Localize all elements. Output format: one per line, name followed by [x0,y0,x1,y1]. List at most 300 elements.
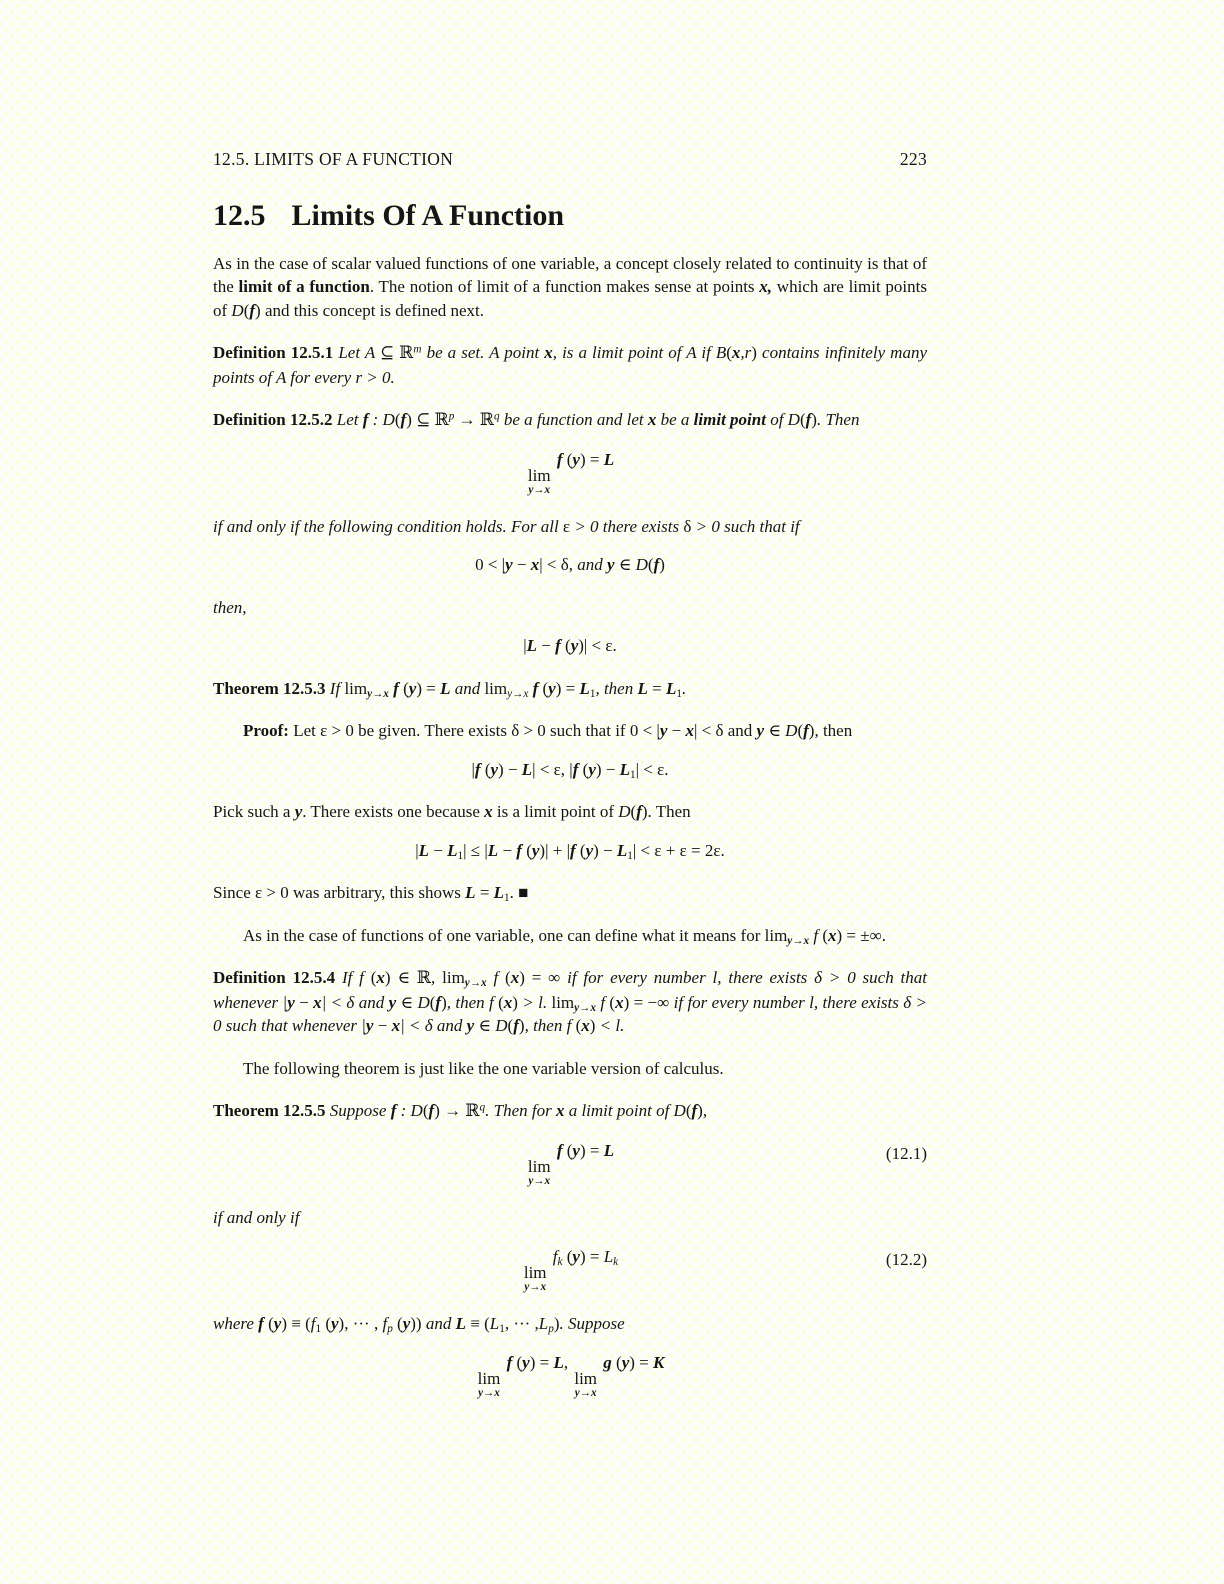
text-run: L [637,678,648,698]
text-run: ( [505,968,511,988]
section-title-text: Limits Of A Function [291,198,565,232]
text-run: < l. [595,1016,625,1036]
text-run: and [450,678,485,698]
text-run: K [653,1352,665,1372]
text-run: ε [562,516,571,536]
lim-word: lim [477,1368,501,1388]
text-run: ℝ [434,410,449,430]
text-run: lim [551,992,575,1012]
text-run: y→x [574,1002,596,1014]
text-run: ) [751,343,757,362]
text-run: ( [578,759,589,779]
text-run: Definition 12.5.2 [213,410,333,429]
text-run: ( [609,992,616,1012]
delta-condition-formula [213,553,927,577]
text-run: ) [406,410,412,429]
text-run: f [636,802,642,822]
text-run: . [681,678,687,698]
text-run: x [484,802,493,822]
text-run: ) − [593,840,617,860]
text-run: contains infinitely many points of A for every r > 0. [213,343,927,387]
text-run: | [523,636,527,656]
text-run: = [647,678,666,698]
text-run: be a function and let [499,410,648,429]
iff-paragraph [213,1206,927,1230]
text-run: Proof: [243,721,289,741]
text-run: ) [255,300,261,320]
since-epsilon-paragraph [213,881,927,905]
text-run: y [572,1246,580,1266]
text-run: f [390,1101,397,1121]
theorem-12-5-5 [213,1099,927,1124]
text-run: q [479,1101,486,1114]
text-run: limit point [693,410,766,429]
text-run: ∈ D [396,992,430,1012]
text-run: f [552,1246,558,1266]
lim-subscript: y→x [528,483,551,496]
document-body [213,252,927,1399]
text-run: f [516,840,522,860]
text-run: . There exists one because [302,802,485,822]
pick-y-paragraph [213,800,927,824]
text-run: − [512,555,531,575]
text-run: be a [656,410,694,429]
text-run: ( [562,1246,573,1266]
text-run: ) [518,1016,525,1036]
text-run: − [537,636,556,656]
text-run: L [521,759,533,779]
lim-word: lim [523,1262,547,1282]
text-run: ≡ ( [286,1314,311,1334]
text-run: 1 [457,850,464,862]
text-run: L [665,678,677,698]
text-run: lim [764,925,788,945]
text-run: x [615,992,624,1012]
definition-12-5-4 [213,966,927,1038]
text-run: L [579,678,590,698]
text-run: | < ε. [635,759,669,779]
text-run: y [756,721,765,741]
text-run: ) [553,1314,560,1334]
text-run: As in the case of functions of one variable, one can define what it means for [243,925,765,945]
text-run: f [653,555,660,575]
text-run: ( [575,1016,582,1036]
text-run: f [249,300,256,320]
lim-word: lim [527,465,551,485]
text-run: y [294,802,303,822]
epsilon-bound-formula [213,634,927,658]
text-run: x [544,343,553,362]
theorem-12-5-3 [213,677,927,701]
text-run: f [805,410,812,429]
text-run: | < δ and [400,1016,467,1036]
text-run: Pick such a [213,802,295,822]
text-run: )) [410,1314,422,1334]
text-run: and [577,555,607,575]
text-run: ( [521,840,532,860]
text-run: ( [818,925,829,945]
text-run: y [588,759,596,779]
text-run: x [376,968,385,988]
text-run: y [570,636,579,656]
text-run: ( [630,802,637,822]
text-run: ( [507,1016,514,1036]
text-run: ( [575,840,586,860]
text-run: ∈ [390,968,417,988]
text-run: If f [341,968,371,988]
text-run: then, [213,597,247,617]
text-run: ) − [595,759,620,779]
text-run: g [603,1352,612,1372]
text-run: if and only if [213,1208,300,1228]
text-run: is a limit point of [492,802,619,822]
text-run: y [402,1314,411,1334]
text-run: ,r [740,343,752,362]
text-run: ( [498,992,504,1012]
text-run: y [331,1314,339,1334]
iff-condition-paragraph [213,515,927,539]
text-run: 1 [499,1323,505,1336]
text-run: y [572,449,580,469]
text-run: f [486,968,506,988]
text-run: y [287,992,295,1012]
text-run: L [526,636,537,656]
text-run: Definition 12.5.1 [213,343,334,362]
text-run: f [506,1352,513,1372]
text-run: D [635,555,648,575]
lim-subscript: y→x [574,1386,597,1399]
section-title [213,199,927,233]
one-variable-version-paragraph [213,1057,927,1081]
text-run: f [382,1314,388,1334]
text-run: ( [799,410,806,429]
limit-operator [478,1370,501,1399]
text-run: ( [429,992,436,1012]
text-run: y→x [507,688,529,700]
running-head: 12.5. LIMITS OF A FUNCTION [213,149,454,169]
text-run: ( [611,1352,622,1372]
text-run: of D [765,410,800,429]
text-run: f [556,1140,563,1160]
text-run: x [503,992,513,1012]
text-run: | < ε + ε = 2ε. [632,840,725,860]
text-run: | < δ and [693,721,757,741]
text-run: ( [243,300,250,320]
text-run: As in the case of scalar valued functions of one variable, a concept closely related to continuity is that of the [213,253,927,296]
page-header [213,148,927,172]
text-run: , is a limit point of A if B [552,343,727,362]
text-run: ( [726,343,732,362]
text-run: ), then [808,721,853,741]
text-run: − [429,840,448,860]
text-run: ) [338,1314,345,1334]
text-run: ) = −∞ [623,992,674,1012]
text-run: x, [759,277,773,296]
text-run: ( [394,410,401,429]
text-run: ) = [555,678,580,698]
limit-operator [524,1264,547,1293]
text-run: 1 [589,688,596,700]
text-run: ) [281,1314,287,1334]
text-run: f [400,410,407,429]
text-run: ∈ D [474,1016,508,1036]
text-run: m [413,343,422,356]
text-run: ) [811,410,817,429]
text-run: ( [797,721,804,741]
text-run: y [522,1352,530,1372]
text-run: ) = ±∞. [836,925,886,945]
text-run: L [619,759,630,779]
text-run: 1 [627,850,633,862]
lim-subscript: y→x [524,1280,547,1293]
then-paragraph [213,596,927,620]
text-run: if for every number l, there exists δ > 0 such that whenever | [213,968,928,1012]
text-run: f [569,840,576,860]
text-run: Theorem 12.5.5 [213,1101,326,1121]
equation-12-2 [213,1245,927,1293]
text-run: L [455,1314,466,1334]
text-run: if for every number l, there exists δ > 0 such that whenever | [213,992,927,1036]
text-run: Let A ⊆ [338,343,400,362]
definition-12-5-1 [213,341,927,389]
page-number: 223 [899,149,927,169]
text-run: and this concept is defined next. [260,300,485,320]
text-run: f [556,449,563,469]
text-run: Let [336,410,363,429]
text-run: f [813,925,819,945]
text-run: x [313,992,322,1012]
text-run: f [362,410,369,429]
definition-12-5-2 [213,408,927,433]
text-run: ( [392,1314,403,1334]
text-run: y→x [787,935,810,947]
text-run: p [548,1323,554,1336]
text-run: ( [685,1101,692,1121]
one-variable-limits-paragraph [213,924,927,948]
text-run: ) [384,968,391,988]
intro-paragraph [213,252,927,323]
text-run: f [310,1314,316,1334]
two-epsilon-bounds-formula [213,758,927,782]
text-run: k [557,1255,563,1268]
text-run: f [532,678,539,698]
text-run: L [493,883,505,903]
text-run: 1 [315,1323,322,1336]
text-run: , [431,968,443,988]
text-run: f [555,636,561,656]
text-run: 1 [676,688,682,700]
text-run: . Then for [485,1101,556,1121]
text-run: y [408,678,417,698]
text-run: The following theorem is just like the one variable version of calculus. [243,1058,724,1078]
text-run: ( [538,678,549,698]
text-run: be a set. A point [421,343,545,362]
text-run: and [421,1314,456,1334]
text-run: ) [441,992,447,1012]
text-run: f [393,678,399,698]
text-run: ( [512,1352,523,1372]
text-run: Since ε > 0 was arbitrary, this shows [213,883,466,903]
text-run: ( [422,1101,429,1121]
where-paragraph [213,1312,927,1336]
text-run: f [595,992,610,1012]
limit-operator [574,1370,597,1399]
text-run: | ≤ | [463,840,488,860]
text-run: : D [396,1101,423,1121]
text-run: y [273,1314,282,1334]
text-run: y→x [464,977,487,990]
text-run: L [553,1352,564,1372]
text-run: ) = [579,449,604,469]
text-run: k [613,1255,619,1268]
lim-subscript: y→x [528,1175,551,1187]
text-run: y [490,759,499,779]
text-run: ⊆ [411,410,435,429]
text-run: x [530,555,540,575]
text-run: ( [647,555,654,575]
text-run: where [213,1314,259,1334]
text-run: ) = [579,1140,604,1160]
text-run: ) [512,992,518,1012]
text-run: − [373,1016,392,1036]
text-run: L [603,1246,614,1266]
text-run: ( [398,678,409,698]
text-run [335,968,342,987]
text-run: . ■ [509,883,529,903]
text-run: L [489,1314,500,1334]
text-run: y→x [367,688,389,700]
text-run: p [387,1323,393,1336]
text-run: y [531,840,540,860]
text-run: | [415,840,419,860]
text-run: ) [641,802,648,822]
text-run: 1 [630,769,636,781]
text-run: , then f [446,992,499,1012]
text-run: → [454,410,480,429]
text-run: , [702,1101,708,1121]
lim-word: lim [574,1368,598,1388]
text-run: . The notion of limit of a function makes sense at points [369,277,760,296]
text-run: − [498,840,517,860]
text-run: x [391,1016,401,1036]
text-run: 0 < | [475,555,506,575]
text-run: )| < ε. [578,636,617,656]
text-run: , [563,1352,573,1372]
text-run: If [329,678,345,698]
text-run: f [572,759,579,779]
text-run: ( [562,449,573,469]
text-run: f [513,1016,519,1036]
text-run: y [505,555,513,575]
double-limit-formula [213,1351,927,1399]
text-run: ) − [498,759,522,779]
text-run: ) [697,1101,703,1121]
equation-number: (12.2) [885,1249,927,1269]
text-run: Suppose [329,1101,391,1121]
text-run: L [418,840,430,860]
text-run: , then [595,678,638,698]
text-run: )| + | [539,840,570,860]
limit-operator [528,1158,551,1187]
text-run: ) = [416,678,441,698]
text-run: | [471,759,475,779]
text-run: ) [589,1016,596,1036]
text-run: y [621,1352,630,1372]
text-run: if and only if the following condition holds. For all [213,516,563,536]
text-run: | < δ, [539,555,578,575]
text-run: a limit point of D [564,1101,686,1121]
text-run: ( [321,1314,331,1334]
text-run: − [294,992,314,1012]
text-run: → [439,1101,466,1121]
text-run: y [659,721,668,741]
equation-12-1 [213,1139,927,1187]
text-run: L [440,678,451,698]
text-run: L [487,840,499,860]
text-run: f [428,1101,435,1121]
page-content [213,148,927,1399]
triangle-inequality-formula [213,839,927,863]
text-run: ) [434,1101,440,1121]
text-run: δ [683,516,692,536]
proof-paragraph [213,719,927,743]
lim-word: lim [527,1157,551,1176]
text-run: L [538,1314,549,1334]
text-run: ℝ [416,968,432,989]
text-run: . Then [647,802,691,822]
text-run: f [258,1314,264,1334]
lim-subscript: y→x [478,1386,500,1399]
text-run: y [548,678,556,698]
text-run: x [828,925,837,945]
text-run: ≡ ( [465,1314,490,1334]
section-number: 12.5 [213,198,266,232]
text-run: p [448,410,455,423]
text-run: f [803,721,809,741]
text-run: > 0 there exists [570,516,684,536]
text-run: . Then [816,410,860,429]
text-run: D [785,721,798,741]
text-run: ) = [529,1352,554,1372]
text-run: x [685,721,694,741]
text-run: L [603,449,615,469]
text-run: Definition 12.5.4 [213,968,336,988]
limit-operator [528,467,551,496]
text-run: x [555,1101,565,1121]
text-run: y [466,1016,475,1036]
text-run: lim [442,968,465,988]
text-run: L [447,840,458,860]
text-run: > l. [517,992,552,1012]
text-run: y [606,555,615,575]
text-run: ) = [629,1352,653,1372]
text-run: lim [484,678,508,698]
limit-definition-formula [213,448,927,496]
text-run: ) = [579,1246,604,1266]
text-run: ℝ [465,1101,480,1122]
text-run: , ··· , [344,1314,383,1334]
text-run: 1 [504,892,510,905]
text-run: − [667,721,686,741]
text-run: ( [560,636,571,656]
text-run: lim [344,678,368,698]
text-run: y [365,1016,374,1036]
text-run: ) = ∞ [519,968,568,988]
text-run: D [618,802,631,822]
text-run: Let ε > 0 be given. There exists δ > 0 such that if 0 < | [288,721,660,741]
text-run: ( [370,968,377,988]
text-run: y [388,992,397,1012]
